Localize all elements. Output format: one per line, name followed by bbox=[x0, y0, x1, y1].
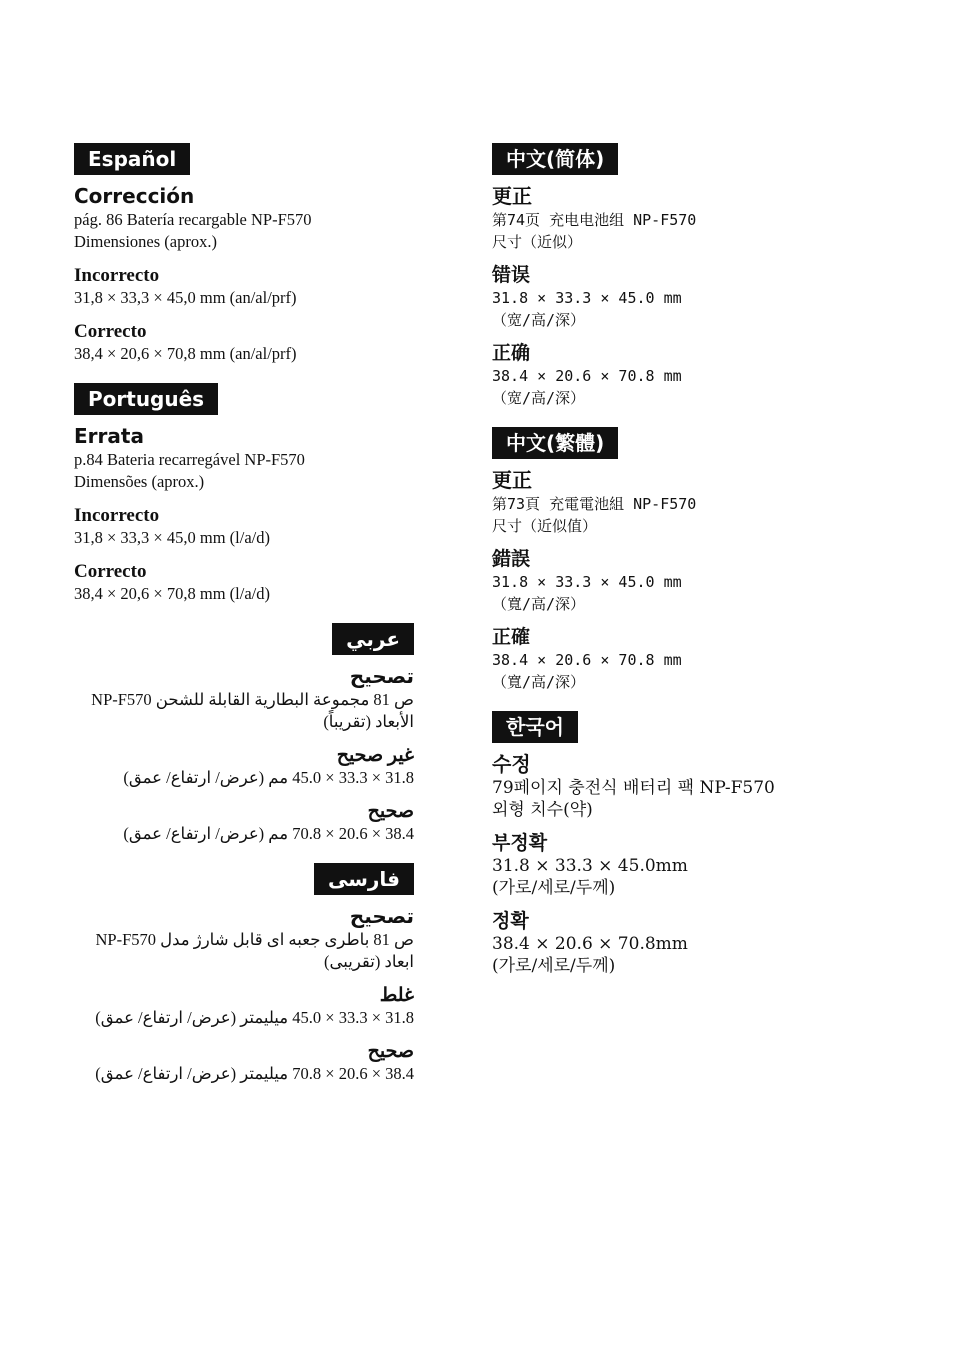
incorrect-value: 31,8 × 33,3 × 45,0 mm (an/al/prf) bbox=[74, 288, 297, 307]
correct-value: 38,4 × 20,6 × 70,8 mm (an/al/prf) bbox=[74, 344, 297, 363]
section-korean bbox=[492, 711, 832, 977]
incorrect-value: 31.8 × 33.3 × 45.0 mm bbox=[492, 573, 682, 591]
incorrect-label: غير صحيح bbox=[336, 745, 414, 766]
product-line: ص 81 باطری جعبه ای قابل شارژ مدل NP-F570 bbox=[95, 930, 414, 949]
correct-note: （寬/高/深） bbox=[492, 673, 586, 691]
section-arabic bbox=[74, 623, 414, 845]
incorrect-label: 부정확 bbox=[492, 832, 548, 854]
section-title: Corrección bbox=[74, 184, 195, 208]
incorrect-note: （宽/高/深） bbox=[492, 311, 586, 329]
language-heading-portuguese: Português bbox=[74, 383, 218, 415]
dimensions-line: 외형 치수(약) bbox=[492, 800, 593, 820]
correct-label: صحيح bbox=[367, 801, 414, 822]
section-chinese-simplified bbox=[492, 143, 832, 409]
language-heading-spanish: Español bbox=[74, 143, 190, 175]
incorrect-label: 錯誤 bbox=[492, 548, 531, 570]
correct-value: 38.4 × 20.6 × 70.8mm bbox=[492, 934, 688, 954]
incorrect-label: غلط bbox=[379, 985, 414, 1006]
product-line: pág. 86 Batería recargable NP-F570 bbox=[74, 210, 312, 229]
incorrect-label: 错误 bbox=[492, 264, 531, 286]
section-title: تصحيح bbox=[349, 904, 414, 928]
incorrect-note: （寬/高/深） bbox=[492, 595, 586, 613]
dimensions-line: Dimensiones (aprox.) bbox=[74, 232, 217, 251]
product-line: p.84 Bateria recarregável NP-F570 bbox=[74, 450, 305, 469]
section-persian bbox=[74, 863, 414, 1085]
section-portuguese bbox=[74, 383, 414, 605]
correct-label: صحيح bbox=[367, 1041, 414, 1062]
language-heading-chinese-traditional: 中文(繁體) bbox=[492, 427, 618, 459]
correct-label: 正確 bbox=[492, 626, 531, 648]
incorrect-label: Incorrecto bbox=[74, 265, 160, 286]
correct-label: 정확 bbox=[492, 910, 529, 932]
correct-note: （宽/高/深） bbox=[492, 389, 586, 407]
language-heading-persian: فارسی bbox=[314, 863, 414, 895]
language-heading-chinese-simplified: 中文(简体) bbox=[492, 143, 618, 175]
product-line: ص 81 مجموعة البطارية القابلة للشحن NP-F570 bbox=[91, 690, 414, 709]
dimensions-line: ابعاد (تقریبی) bbox=[324, 952, 414, 971]
section-spanish bbox=[74, 143, 414, 365]
incorrect-note: (가로/세로/두께) bbox=[492, 878, 616, 898]
incorrect-label: Incorrecto bbox=[74, 505, 160, 526]
section-title: 更正 bbox=[492, 184, 532, 208]
product-line: 79페이지 충전식 배터리 팩 NP-F570 bbox=[492, 778, 775, 798]
section-title: تصحيح bbox=[349, 664, 414, 688]
incorrect-value: 31.8 × 33.3 × 45.0 میلیمتر (عرض/ ارتفاع/ عمق) bbox=[95, 1008, 414, 1027]
correct-value: 38.4 × 20.6 × 70.8 mm bbox=[492, 367, 682, 385]
correct-label: 正确 bbox=[492, 342, 531, 364]
language-heading-arabic: عربي bbox=[332, 623, 414, 655]
correct-note: (가로/세로/두께) bbox=[492, 956, 616, 976]
dimensions-line: 尺寸（近似值） bbox=[492, 517, 598, 535]
section-title: 수정 bbox=[492, 752, 531, 776]
correct-value: 38.4 × 20.6 × 70.8 میلیمتر (عرض/ ارتفاع/ عمق) bbox=[95, 1064, 414, 1083]
correct-label: Correcto bbox=[74, 321, 147, 342]
section-chinese-traditional bbox=[492, 427, 832, 693]
correct-value: 38.4 × 20.6 × 70.8 مم (عرض/ ارتفاع/ عمق) bbox=[123, 824, 414, 843]
incorrect-value: 31.8 × 33.3 × 45.0 mm bbox=[492, 289, 682, 307]
dimensions-line: Dimensões (aprox.) bbox=[74, 472, 205, 491]
incorrect-value: 31.8 × 33.3 × 45.0 مم (عرض/ ارتفاع/ عمق) bbox=[123, 768, 414, 787]
incorrect-value: 31,8 × 33,3 × 45,0 mm (l/a/d) bbox=[74, 528, 270, 547]
right-column bbox=[492, 143, 832, 977]
dimensions-line: 尺寸（近似） bbox=[492, 233, 583, 251]
dimensions-line: الأبعاد (تقريباً) bbox=[323, 712, 414, 731]
language-heading-korean: 한국어 bbox=[492, 711, 578, 743]
left-column bbox=[74, 143, 414, 1085]
product-line: 第73頁 充電電池組 NP-F570 bbox=[492, 495, 697, 513]
correct-label: Correcto bbox=[74, 561, 147, 582]
product-line: 第74页 充电电池组 NP-F570 bbox=[492, 211, 697, 229]
correct-value: 38.4 × 20.6 × 70.8 mm bbox=[492, 651, 682, 669]
section-title: Errata bbox=[74, 424, 144, 448]
section-title: 更正 bbox=[492, 468, 532, 492]
incorrect-value: 31.8 × 33.3 × 45.0mm bbox=[492, 856, 688, 876]
correct-value: 38,4 × 20,6 × 70,8 mm (l/a/d) bbox=[74, 584, 270, 603]
